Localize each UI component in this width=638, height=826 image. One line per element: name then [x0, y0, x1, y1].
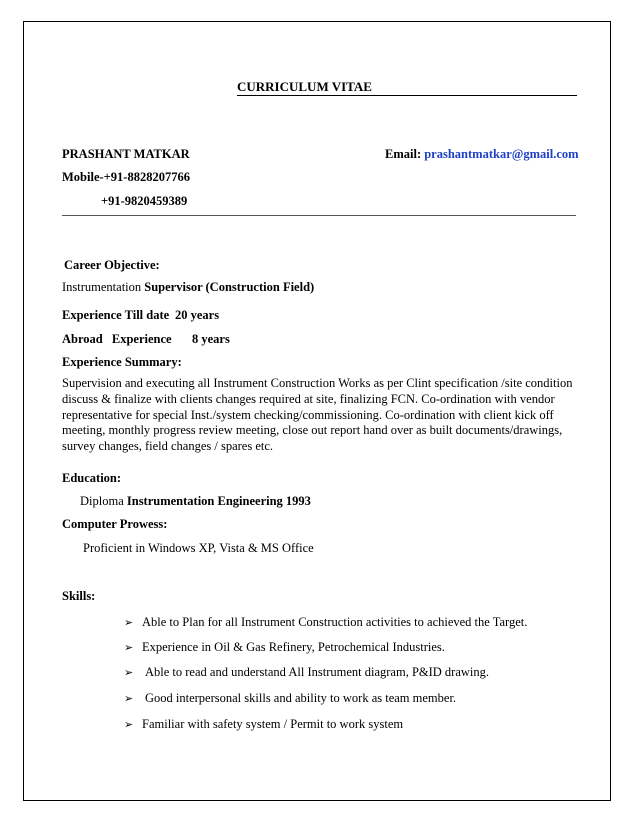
- arrow-bullet-icon: ➢: [124, 616, 134, 629]
- computer-prowess-heading: Computer Prowess:: [62, 517, 168, 531]
- mobile-secondary: +91-9820459389: [101, 194, 188, 208]
- candidate-name: PRASHANT MATKAR: [62, 147, 190, 161]
- career-objective-line: [62, 279, 314, 295]
- education-heading: Education:: [62, 471, 122, 485]
- experience-till-date-label: Experience Till date: [62, 308, 170, 322]
- header-divider: [62, 215, 576, 216]
- email-label: Email:: [385, 147, 422, 161]
- mobile-primary: Mobile-+91-8828207766: [62, 170, 190, 184]
- email-link[interactable]: prashantmatkar@gmail.com: [424, 147, 579, 161]
- abroad-experience-label: Abroad Experience: [62, 332, 172, 346]
- skill-item-text: Able to read and understand All Instrument diagram, P&ID drawing.: [145, 665, 490, 679]
- abroad-experience-value: 8 years: [192, 332, 230, 346]
- arrow-bullet-icon: ➢: [124, 692, 134, 705]
- skills-heading: Skills:: [62, 589, 96, 603]
- experience-summary-text: Supervision and executing all Instrument Construction Works as per Clint specification /site condition discuss & finalize with clients changes required at site, finalizing FCN. Co-ordination with vendor representative for special Inst./system checking/commissioning. Co-ordination with client kick off meeting, monthly progress review meeting, close out report hand over as built documents/drawings, survey changes, field changes / spares etc.: [62, 376, 573, 454]
- skill-item: [124, 639, 445, 656]
- skill-item: [124, 614, 527, 631]
- skill-item-text: Familiar with safety system / Permit to work system: [142, 717, 404, 731]
- arrow-bullet-icon: ➢: [124, 718, 134, 731]
- education-line: [80, 493, 311, 509]
- education-degree: Instrumentation Engineering 1993: [126, 494, 311, 508]
- skill-item-text: Experience in Oil & Gas Refinery, Petrochemical Industries.: [142, 640, 445, 654]
- career-objective-heading: Career Objective:: [64, 258, 160, 272]
- experience-till-date-value: 20 years: [175, 308, 220, 322]
- experience-summary-heading: Experience Summary:: [62, 355, 182, 369]
- document-title-text: CURRICULUM VITAE: [237, 79, 372, 94]
- skill-item-text: Able to Plan for all Instrument Construction activities to achieved the Target.: [142, 615, 528, 629]
- document-title: [237, 79, 577, 96]
- skill-item-text: Good interpersonal skills and ability to work as team member.: [145, 691, 457, 705]
- skill-item: [124, 664, 489, 681]
- computer-prowess-text: Proficient in Windows XP, Vista & MS Office: [83, 541, 314, 555]
- education-prefix: Diploma: [80, 494, 124, 508]
- skill-item: [124, 690, 456, 707]
- career-objective-role: Supervisor (Construction Field): [144, 280, 315, 294]
- email-row: [385, 146, 579, 162]
- skill-item: [124, 716, 403, 733]
- arrow-bullet-icon: ➢: [124, 641, 134, 654]
- arrow-bullet-icon: ➢: [124, 666, 134, 679]
- career-objective-prefix: Instrumentation: [62, 280, 142, 294]
